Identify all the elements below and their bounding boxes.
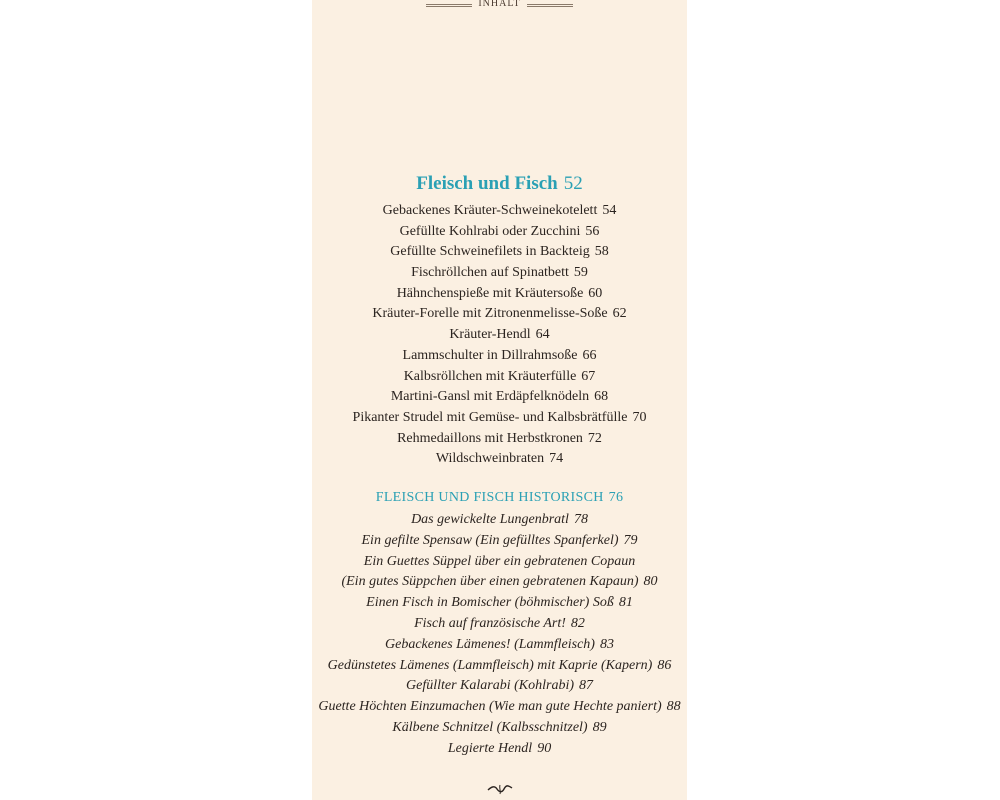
historic-recipe-entry-page-number: 89	[592, 719, 607, 735]
recipe-entry-title: Gefüllte Kohlrabi oder Zucchini	[399, 223, 581, 239]
recipe-entry	[272, 242, 727, 263]
recipe-entry-page-number: 66	[582, 347, 597, 363]
historic-recipe-entry	[272, 739, 727, 760]
page-header	[312, 0, 687, 10]
historic-recipe-entry-page-number: 90	[537, 740, 552, 756]
recipe-entry-page-number: 74	[549, 451, 564, 467]
historic-recipe-entry-title: Fisch auf französische Art!	[414, 615, 566, 631]
recipe-entry-title: Martini-Gansl mit Erdäpfelknödeln	[390, 389, 590, 405]
recipe-entry-title: Kräuter-Forelle mit Zitronenmelisse-Soße	[372, 306, 608, 322]
historic-recipe-entry	[272, 572, 727, 593]
recipe-entry-page-number: 70	[632, 409, 647, 425]
recipe-entry	[272, 201, 727, 222]
historic-recipe-entry	[272, 656, 727, 677]
header-rule-right	[527, 4, 573, 7]
recipe-entry-page-number: 64	[535, 327, 550, 343]
historic-recipe-list	[272, 510, 727, 760]
historic-recipe-entry-title: Gebackenes Lämenes! (Lammfleisch)	[385, 636, 595, 652]
historic-recipe-entry-title: Guette Höchten Einzumachen (Wie man gute Hechte paniert)	[318, 699, 662, 715]
historic-heading	[312, 490, 687, 506]
recipe-entry-page-number: 59	[573, 265, 588, 281]
recipe-entry	[272, 429, 727, 450]
historic-recipe-entry-page-number: 83	[599, 636, 614, 652]
recipe-entry-page-number: 60	[588, 285, 603, 301]
historic-recipe-entry-page-number: 80	[643, 574, 658, 590]
historic-recipe-entry	[272, 697, 727, 718]
recipe-entry	[272, 304, 727, 325]
recipe-entry	[272, 263, 727, 284]
historic-recipe-entry-title: Gefüllter Kalarabi (Kohlrabi)	[406, 678, 574, 694]
recipe-entry	[272, 387, 727, 408]
recipe-entry	[272, 408, 727, 429]
recipe-entry	[272, 449, 727, 470]
historic-recipe-entry-page-number: 79	[623, 532, 638, 548]
recipe-list	[272, 201, 727, 470]
historic-recipe-entry	[272, 552, 727, 573]
recipe-entry	[272, 325, 727, 346]
historic-recipe-entry-title: (Ein gutes Süppchen über einen gebratenen Kapaun)	[341, 574, 639, 590]
historic-recipe-entry-page-number: 86	[657, 657, 672, 673]
recipe-entry-title: Lammschulter in Dillrahmsoße	[402, 347, 578, 363]
header-label: INHALT	[478, 0, 521, 9]
historic-title: FLEISCH UND FISCH HISTORISCH	[375, 490, 604, 505]
recipe-entry	[272, 284, 727, 305]
section-title: Fleisch und Fisch	[416, 173, 558, 194]
historic-recipe-entry-title: Kälbene Schnitzel (Kalbsschnitzel)	[392, 719, 588, 735]
historic-recipe-entry	[272, 614, 727, 635]
recipe-entry-title: Wildschweinbraten	[435, 451, 545, 467]
recipe-entry-title: Rehmedaillons mit Herbstkronen	[397, 430, 583, 446]
historic-recipe-entry	[272, 593, 727, 614]
historic-recipe-entry-title: Gedünstetes Lämenes (Lammfleisch) mit Kaprie (Kapern)	[327, 657, 653, 673]
recipe-entry-title: Kalbsröllchen mit Kräuterfülle	[403, 368, 577, 384]
recipe-entry	[272, 222, 727, 243]
recipe-entry-page-number: 68	[594, 389, 609, 405]
historic-recipe-entry	[272, 676, 727, 697]
historic-recipe-entry	[272, 718, 727, 739]
historic-recipe-entry-page-number: 88	[666, 699, 681, 715]
historic-recipe-entry-title: Ein Guettes Süppel über ein gebratenen Copaun	[363, 553, 636, 569]
historic-recipe-entry-page-number: 82	[570, 615, 585, 631]
recipe-entry-title: Pikanter Strudel mit Gemüse- und Kalbsbrätfülle	[352, 409, 628, 425]
historic-recipe-entry-page-number: 78	[573, 512, 588, 527]
historic-recipe-entry-title: Das gewickelte Lungenbratl	[411, 512, 569, 527]
historic-recipe-entry-title: Ein gefilte Spensaw (Ein gefülltes Spanferkel)	[361, 532, 619, 548]
historic-recipe-entry	[272, 635, 727, 656]
recipe-entry-title: Gefüllte Schweinefilets in Backteig	[390, 244, 590, 260]
section-heading	[312, 173, 687, 195]
historic-recipe-entry	[272, 531, 727, 552]
recipe-entry	[272, 346, 727, 367]
recipe-entry-title: Kräuter-Hendl	[449, 327, 531, 343]
contents-page	[312, 0, 687, 800]
historic-recipe-entry-page-number: 81	[618, 595, 633, 611]
recipe-entry	[272, 367, 727, 388]
recipe-entry-page-number: 56	[585, 223, 600, 239]
recipe-entry-page-number: 58	[594, 244, 609, 260]
recipe-entry-page-number: 67	[581, 368, 596, 384]
historic-recipe-entry-title: Einen Fisch in Bomischer (böhmischer) Soß	[366, 595, 614, 611]
recipe-entry-title: Hähnchenspieße mit Kräutersoße	[396, 285, 584, 301]
header-rule-left	[426, 4, 472, 7]
recipe-entry-page-number: 72	[587, 430, 602, 446]
historic-recipe-entry	[272, 510, 727, 531]
recipe-entry-page-number: 62	[612, 306, 627, 322]
flourish-icon	[312, 780, 687, 799]
recipe-entry-title: Fischröllchen auf Spinatbett	[411, 265, 569, 281]
historic-recipe-entry-title: Legierte Hendl	[447, 740, 533, 756]
historic-recipe-entry-page-number: 87	[579, 678, 593, 694]
historic-page-number: 76	[608, 490, 624, 505]
recipe-entry-page-number: 54	[602, 203, 617, 218]
section-page-number: 52	[563, 173, 583, 194]
recipe-entry-title: Gebackenes Kräuter-Schweinekotelett	[382, 203, 598, 218]
